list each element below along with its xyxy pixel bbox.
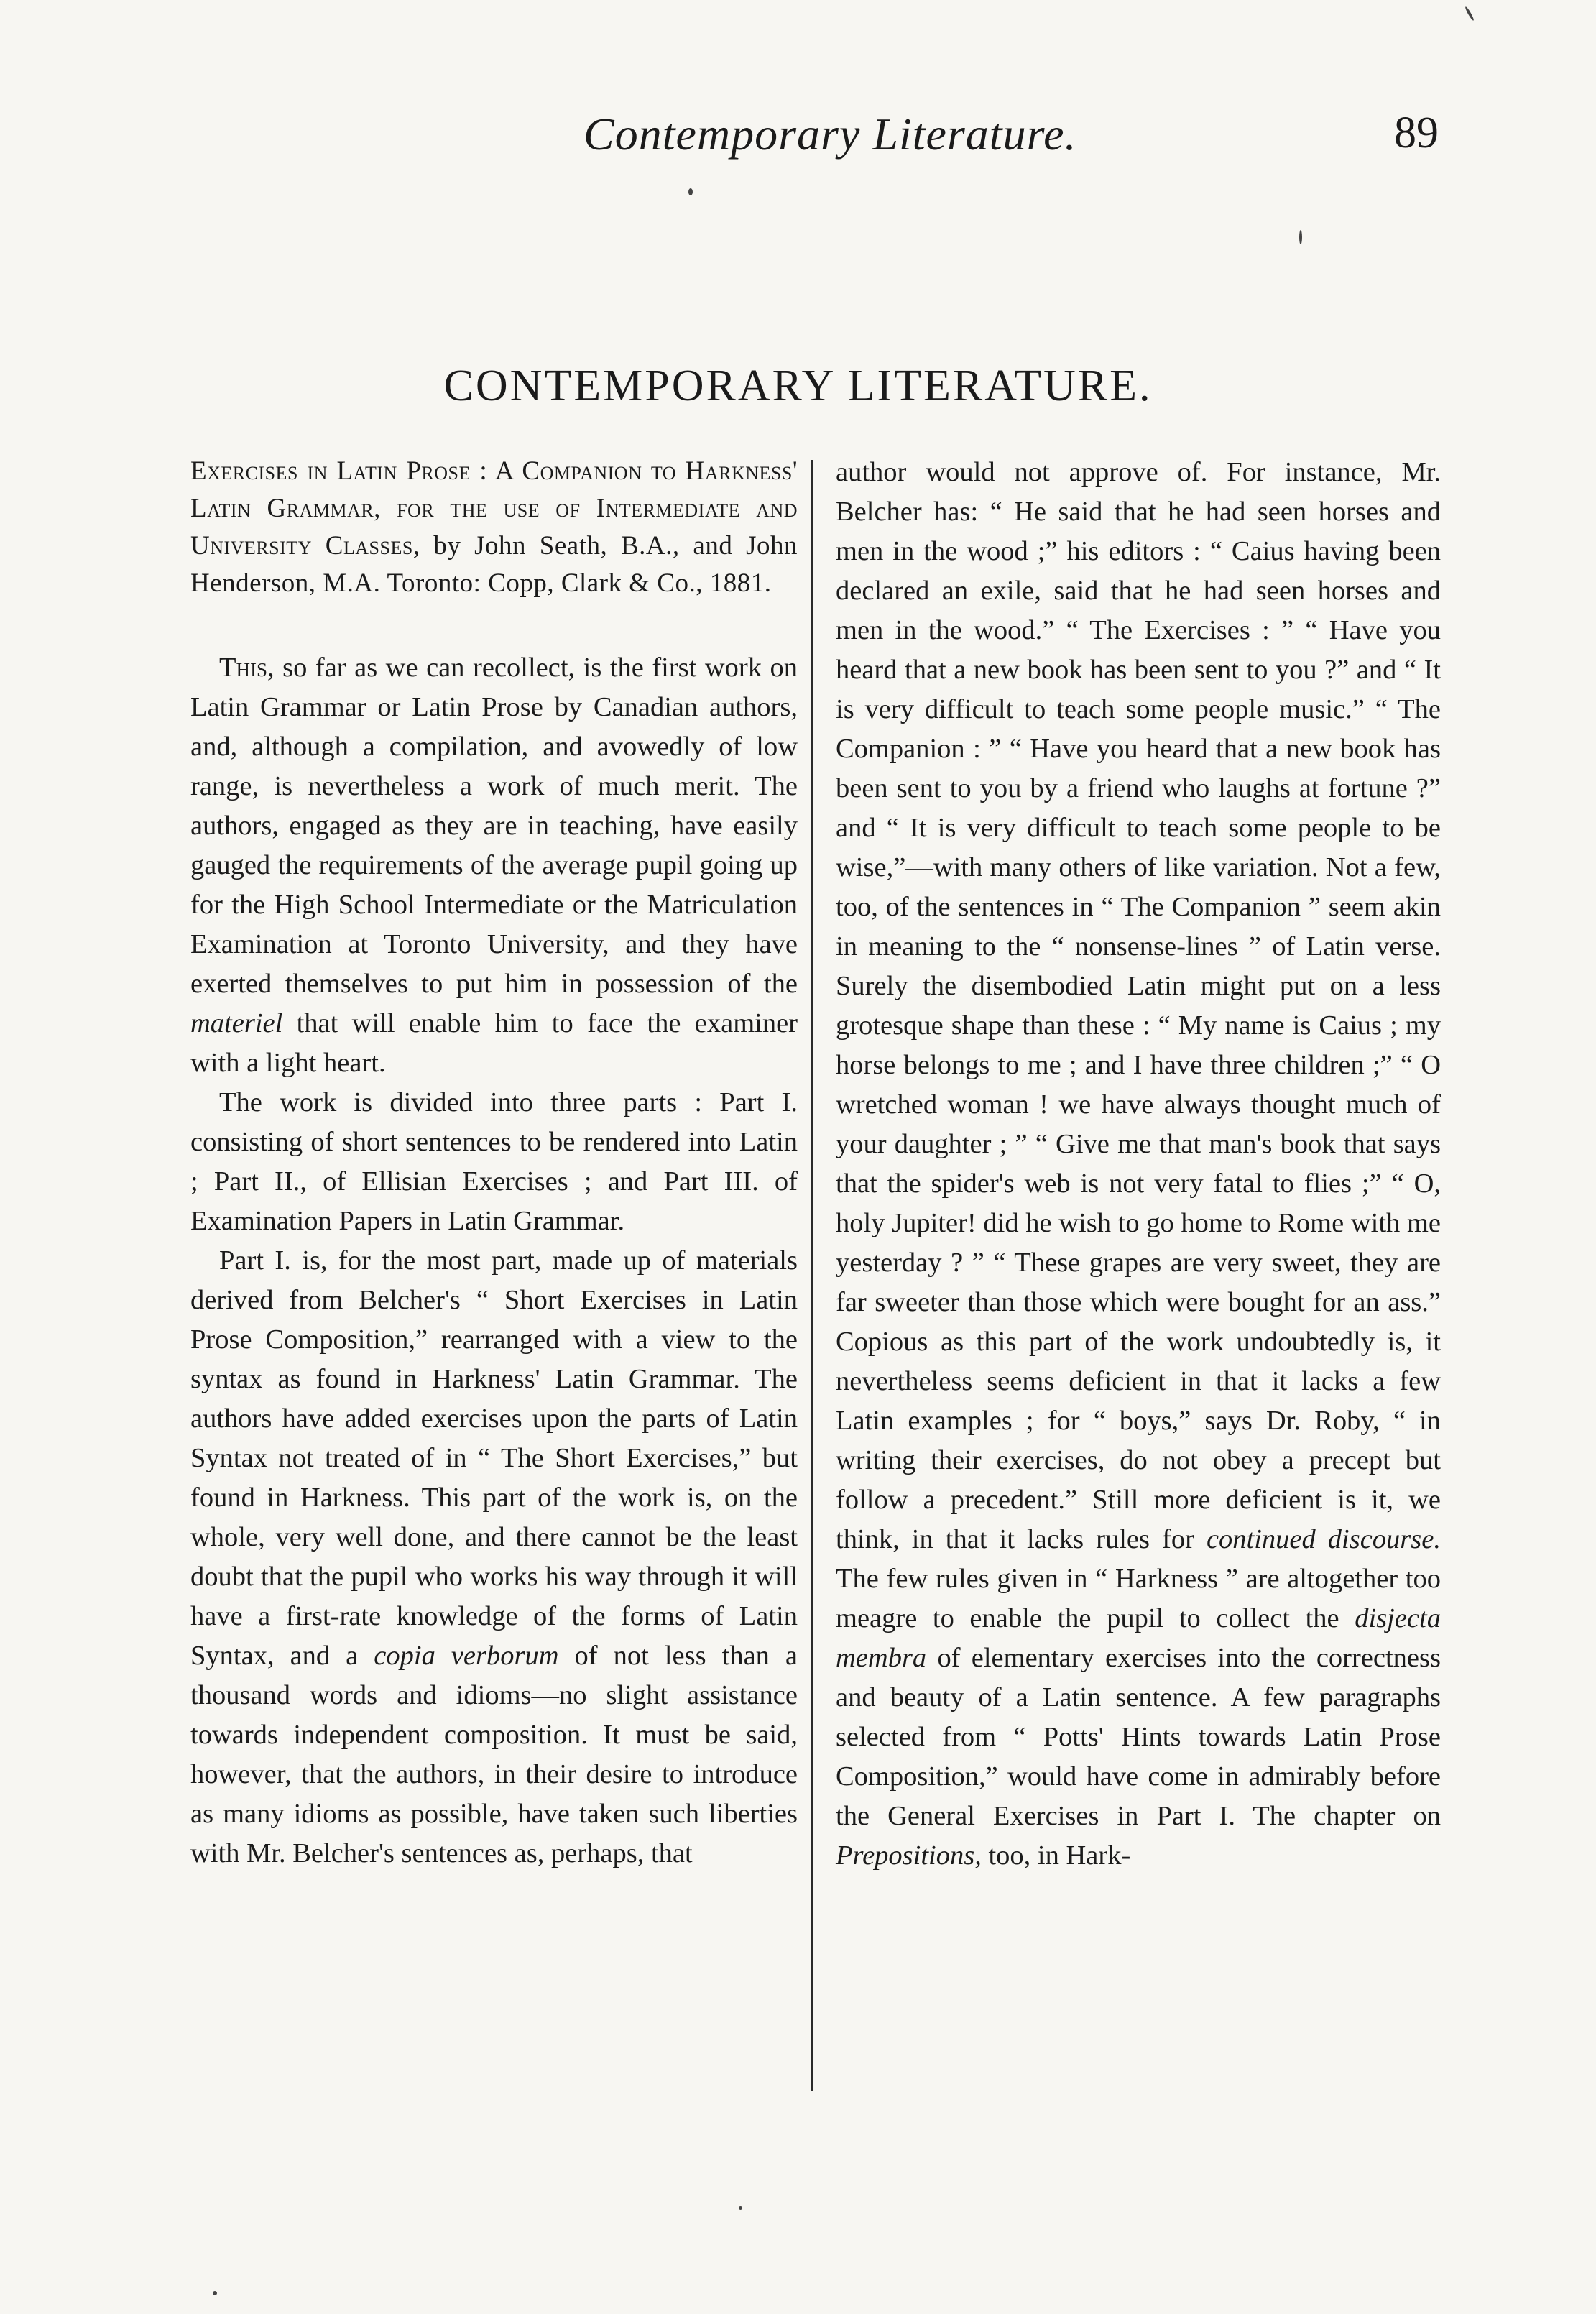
- paragraph: [190, 1083, 798, 1241]
- paragraph-text: author would not approve of. For instance, Mr. Belcher has: “ He said that he had seen horses and men in the wood ;” his editors : “ Caius having been declared an exile, said that he had seen horses and men in the wood.” “ The Exercises : ” “ Have you heard that a new book has been sent to you ?” and “ It is very difficult to teach some people music.” “ The Companion : ” “ Have you heard that a new book has been sent to you by a friend who laughs at fortune ?” and “ It is very difficult to teach some people to be wise,”—with many others of like variation. Not a few, too, of the sentences in “ The Companion ” seem akin in meaning to the “ nonsense-lines ” of Latin verse. Surely the disembodied Latin might put on a less grotesque shape than these : “ My name is Caius ; my horse belongs to me ; and I have three children ;” “ O wretched woman ! we have always thought much of your daughter ; ” “ Give me that man's book that says that the spider's web is not very fatal to flies ;” “ O, holy Jupiter! did he wish to go home to Rome with me yesterday ? ” “ These grapes are very sweet, they are far sweeter than those which were bought for an ass.” Copious as this part of the work undoubtedly is, it nevertheless seems deficient in that it lacks a few Latin examples ; for “ boys,” says Dr. Roby, “ in writing their exercises, do not obey a precept but follow a precedent.” Still more deficient is it, we think, in that it lacks rules for: [836, 457, 1441, 1554]
- review-citation: [190, 453, 798, 602]
- right-column: [836, 453, 1441, 1876]
- italic-term: disjecta membra: [836, 1603, 1441, 1673]
- print-speck: [1464, 6, 1475, 21]
- paragraph-text: The few rules given in “ Harkness ” are altogether too meagre to enable the pupil to collect the: [836, 1564, 1441, 1633]
- paragraph-text: that will enable him to face the examiner with a light heart.: [190, 1008, 798, 1078]
- running-head: [0, 108, 1596, 172]
- left-column: [190, 453, 798, 1873]
- citation-title: Exercises in Latin Prose : A Companion to Harkness' Latin Grammar, for the use of Intermediate and University Classes,: [190, 456, 798, 561]
- italic-term: Prepositions,: [836, 1840, 982, 1871]
- paragraph-text: so far as we can recollect, is the first work on Latin Grammar or Latin Prose by Canadian authors, and, although a compilation, and avowedly of low range, is nevertheless a work of much merit. The authors, engaged as they are in teaching, have easily gauged the requirements of the average pupil going up for the High School Intermediate or the Matriculation Examination at Toronto University, and they have exerted themselves to put him in possession of the: [190, 653, 798, 999]
- running-title: Contemporary Literature.: [583, 109, 1077, 160]
- print-speck: [688, 188, 693, 195]
- page-number: 89: [1394, 109, 1439, 157]
- italic-term: materiel: [190, 1008, 283, 1038]
- paragraph-text: of elementary exercises into the correctness and beauty of a Latin sentence. A few paragraphs selected from “ Potts' Hints towards Latin Prose Composition,” would have come in admirably before the General Exercises in Part I. The chapter on: [836, 1643, 1441, 1831]
- paragraph-lead: This,: [219, 653, 275, 683]
- print-speck: [739, 2206, 742, 2210]
- citation-authors: by John Seath, B.A., and John Henderson, M.A. Toronto: Copp, Clark & Co., 1881.: [190, 531, 798, 598]
- italic-term: copia verborum: [374, 1641, 559, 1671]
- paragraph-text: The work is divided into three parts : Part I. consisting of short sentences to be rendered into Latin ; Part II., of Ellisian Exercises ; and Part III. of Examination Papers in Latin Grammar.: [190, 1087, 798, 1236]
- section-heading: CONTEMPORARY LITERATURE.: [443, 361, 1153, 410]
- print-speck: [213, 2291, 217, 2295]
- print-speck: [1299, 230, 1302, 244]
- paragraph-text: of not less than a thousand words and idioms—no slight assistance towards independent composition. It must be said, however, that the authors, in their desire to introduce as many idioms as possible, have taken such liberties with Mr. Belcher's sentences as, perhaps, that: [190, 1641, 798, 1868]
- paragraph-text: Part I. is, for the most part, made up of materials derived from Belcher's “ Short Exercises in Latin Prose Composition,” rearranged with a view to the syntax as found in Harkness' Latin Grammar. The authors have added exercises upon the parts of Latin Syntax not treated of in “ The Short Exercises,” but found in Harkness. This part of the work is, on the whole, very well done, and there cannot be the least doubt that the pupil who works his way through it will have a first-rate knowledge of the forms of Latin Syntax, and a: [190, 1245, 798, 1671]
- paragraph-text: too, in Hark-: [981, 1840, 1131, 1871]
- paragraph: [836, 453, 1441, 1876]
- paragraph: [190, 1241, 798, 1873]
- column-divider: [811, 460, 813, 2091]
- paragraph: [190, 648, 798, 1083]
- italic-term: continued discourse.: [1206, 1524, 1441, 1554]
